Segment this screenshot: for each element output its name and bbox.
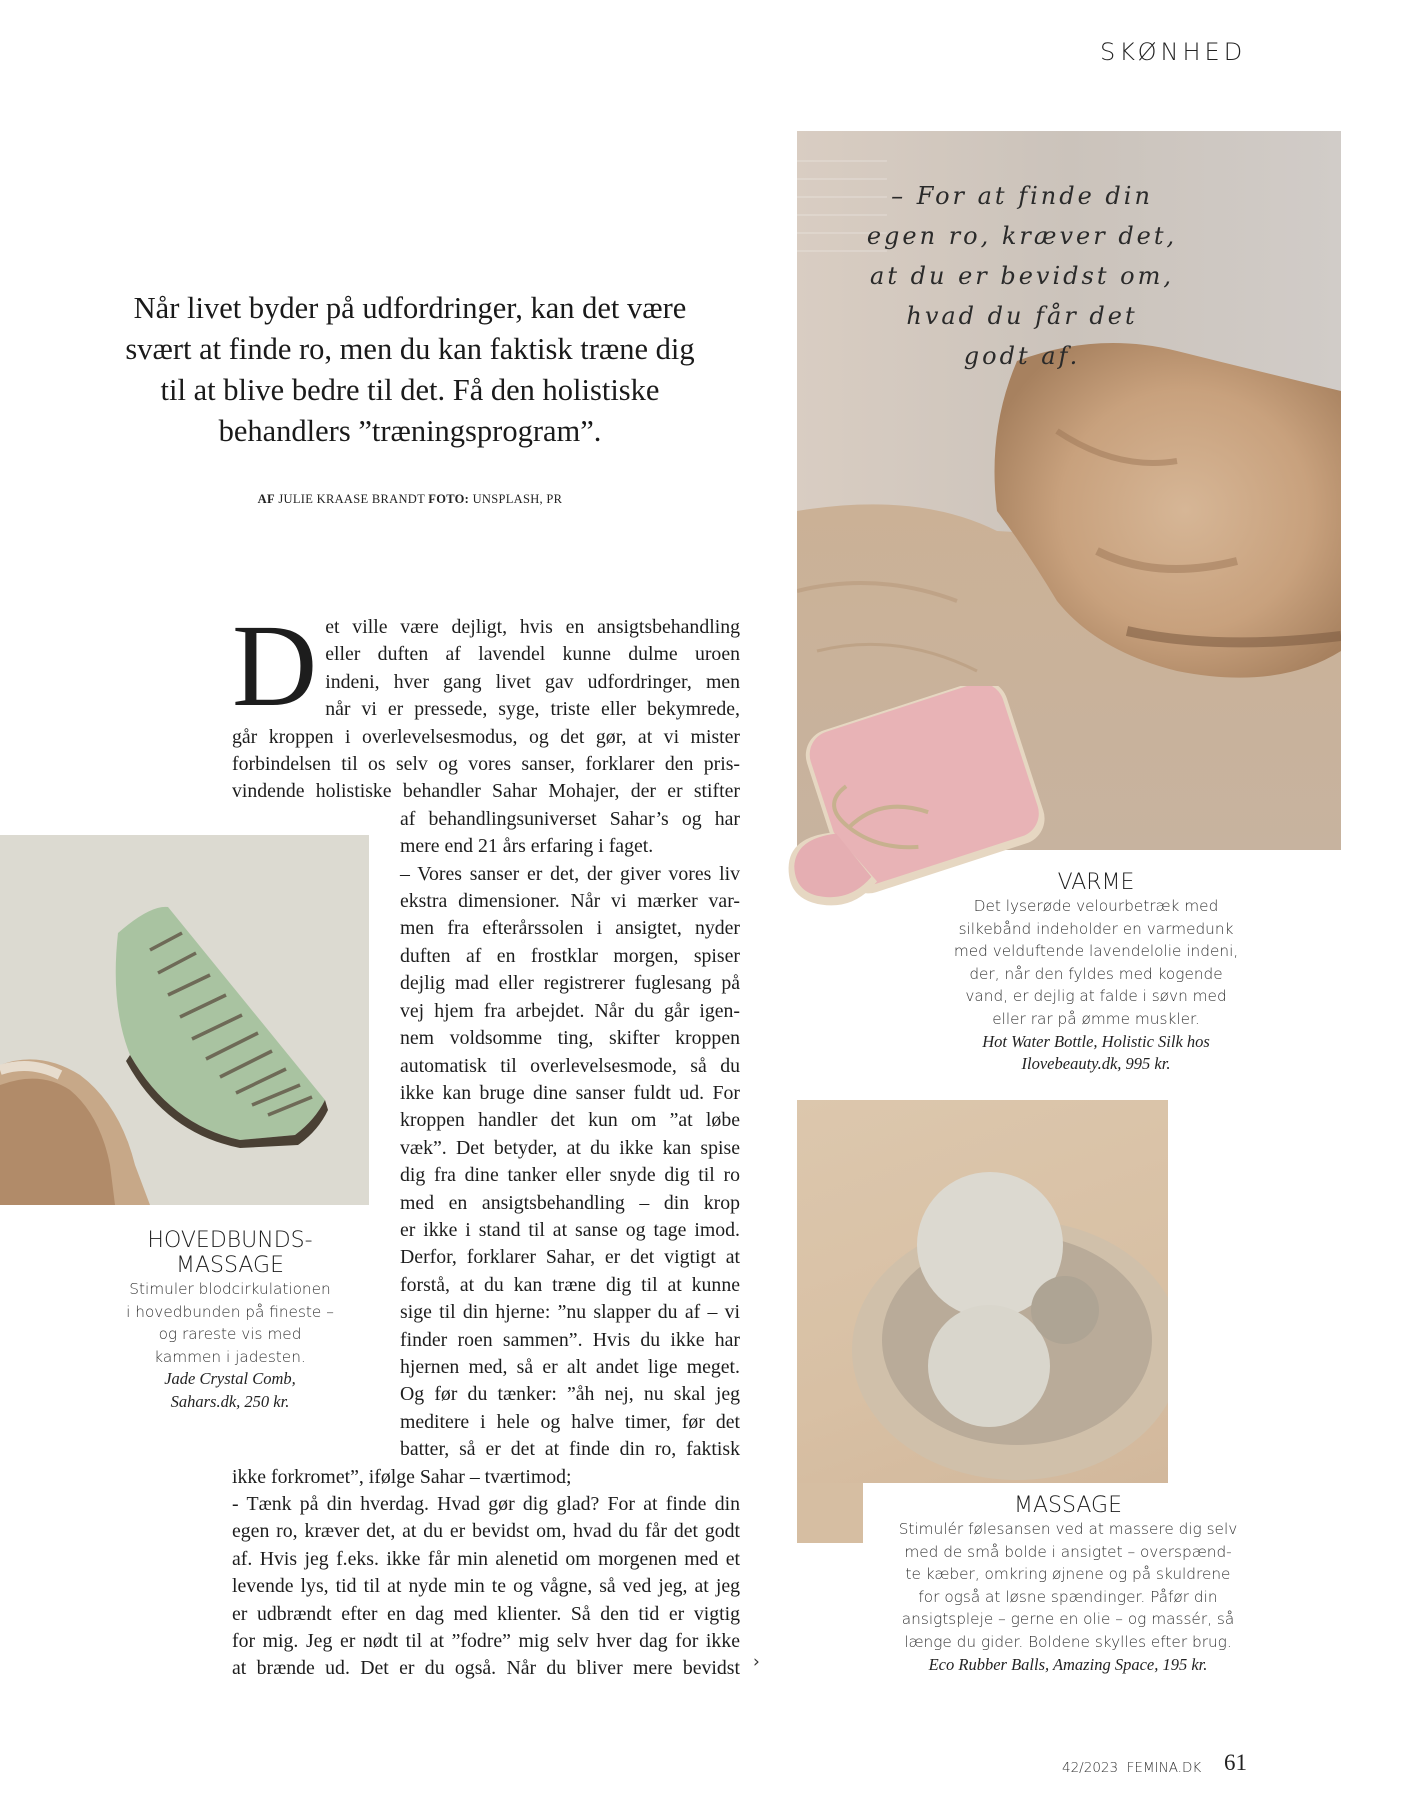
body-line: egen ro, kræver det, at du er bevidst om, hvad du får det godt — [232, 1520, 740, 1543]
body-line: er ikke i stand til at sanse og tage imod. — [400, 1218, 740, 1241]
body-line: når vi er pressede, syge, triste eller bekymrede, — [325, 698, 740, 721]
body-line: et ville være dejligt, hvis en ansigtsbehandling — [325, 616, 740, 638]
massage-balls-illustration — [797, 1100, 1168, 1483]
body-line: forbindelsen til os selv og vores sanser, forklarer den pris- — [232, 753, 740, 776]
body-line: er udbrændt efter en dag med klienter. Så den tid er vigtig — [232, 1602, 740, 1625]
caption-product: Sahars.dk, 250 kr. — [170, 1391, 290, 1411]
caption-body-line: med velduftende lavendelolie indeni, — [953, 942, 1239, 961]
caption-body-line: for også at løsne spændinger. Påfør din — [918, 1587, 1218, 1606]
caption-body-line: og rareste vis med — [158, 1325, 302, 1344]
body-line: at brænde ud. Det er du også. Når du bliver mere bevidst — [232, 1657, 740, 1680]
caption-title: MASSAGE — [176, 1253, 284, 1278]
body-line: af behandlingsuniverset Sahar’s og har — [400, 807, 740, 830]
body-line: for mig. Jeg er nødt til at ”fodre” mig selv hver dag for ikke — [232, 1630, 740, 1653]
body-line: ekstra dimensioner. Når vi mærker var- — [400, 890, 740, 913]
caption-body-line: Det lyserøde velourbetræk med — [973, 897, 1219, 915]
byline-photo-credit: UNSPLASH, PR — [472, 492, 563, 506]
body-line: dejlig mad eller registrerer fuglesang på — [400, 972, 740, 995]
caption-body-line: kammen i jadesten. — [154, 1347, 306, 1366]
section-label: SKØNHED — [1100, 38, 1247, 66]
article-body — [232, 600, 740, 1683]
caption-body-line: Stimulér følesansen ved at massere dig selv — [898, 1520, 1238, 1538]
body-line: mere end 21 års erfaring i faget. — [400, 835, 654, 858]
drop-cap: D — [232, 600, 318, 731]
caption-body-line: med de små bolde i ansigtet – overspænd- — [904, 1542, 1232, 1561]
body-line: eller duften af lavendel kunne dulme uroen — [325, 643, 740, 666]
body-line: men fra efterårssolen i ansigtet, nyder — [400, 917, 740, 940]
body-line: forstå, at du kan træne dig til at kunne — [400, 1273, 740, 1296]
pull-quote-line: at du er bevidst om, — [870, 262, 1174, 290]
continue-arrow-icon: › — [753, 1652, 760, 1672]
body-line: - Tænk på din hverdag. Hvad gør dig glad? For at finde din — [232, 1493, 740, 1515]
caption-heat — [906, 870, 1286, 1076]
body-line: levende lys, tid til at nyde min te og vågne, så ved jeg, at jeg — [232, 1575, 740, 1598]
body-line: batter, så er det at finde din ro, faktisk — [400, 1438, 740, 1461]
byline-af-label: AF — [257, 492, 275, 506]
caption-body-line: i hovedbunden på fineste – — [126, 1302, 334, 1321]
caption-body-line: længe du gider. Boldene skylles efter brug. — [904, 1632, 1232, 1651]
body-line: – Vores sanser er det, der giver vores liv — [400, 862, 740, 885]
byline-foto-label: FOTO: — [428, 492, 470, 506]
caption-massage — [868, 1493, 1268, 1676]
caption-body-line: silkebånd indeholder en varmedunk — [958, 919, 1234, 938]
pull-quote-line: hvad du får det — [906, 302, 1138, 330]
body-line: ikke forkromet”, ifølge Sahar – tværtimod; — [232, 1465, 572, 1488]
body-line: automatisk til overlevelsesmode, så du — [400, 1054, 740, 1077]
caption-product: Jade Crystal Comb, — [164, 1369, 296, 1389]
caption-title: MASSAGE — [1014, 1493, 1122, 1518]
page-number: 61 — [1224, 1750, 1247, 1775]
caption-body-line: eller rar på ømme muskler. — [992, 1009, 1200, 1028]
massage-photo-strip — [797, 1483, 863, 1543]
body-line: kroppen handler det kun om ”at løbe — [400, 1109, 740, 1132]
caption-body-line: Stimuler blodcirkulationen — [129, 1280, 331, 1298]
byline — [110, 492, 710, 507]
body-line: dig fra dine tanker eller snyde dig til ro — [400, 1164, 740, 1187]
body-line: sige til din hjerne: ”nu slapper du af – vi — [400, 1301, 740, 1324]
caption-title: HOVEDBUNDS- — [147, 1228, 313, 1253]
body-line: væk”. Det betyder, at du ikke kan spise — [400, 1136, 740, 1159]
body-line: duften af en frostklar morgen, spiser — [400, 944, 740, 967]
body-line: Og før du tænker: ”åh nej, nu skal jeg — [400, 1383, 740, 1406]
caption-scalp-massage — [100, 1228, 360, 1414]
body-line: finder roen sammen”. Hvis du ikke har — [400, 1328, 740, 1351]
caption-product: Ilovebeauty.dk, 995 kr. — [1021, 1054, 1171, 1074]
body-line: Derfor, forklarer Sahar, er det vigtigt at — [400, 1246, 740, 1269]
pull-quote-line: egen ro, kræver det, — [866, 222, 1178, 250]
caption-title: VARME — [1057, 870, 1135, 895]
body-line: indeni, hver gang livet gav udfordringer, men — [325, 670, 740, 693]
body-line: meditere i hele og halve timer, før det — [400, 1410, 740, 1433]
caption-product: Hot Water Bottle, Holistic Silk hos — [982, 1031, 1210, 1051]
body-line: vindende holistiske behandler Sahar Mohajer, der er stifter — [232, 780, 740, 803]
body-line: går kroppen i overlevelsesmodus, og det gør, at vi mister — [232, 725, 740, 748]
caption-body-line: te kæber, omkring øjnene og på skuldrene — [905, 1565, 1231, 1584]
pull-quote-line: – For at finde din — [891, 182, 1153, 210]
caption-body-line: vand, er dejlig at falde i søvn med — [965, 987, 1227, 1006]
article-intro: Når livet byder på udfordringer, kan det være svært at finde ro, men du kan faktisk træne dig til at blive bedre til det. Få den holistiske behandlers ”træningsprogram”. — [125, 291, 695, 448]
massage-balls-photo — [797, 1100, 1168, 1483]
body-line: hjernen med, så er alt andet lige meget. — [400, 1355, 740, 1378]
caption-body-line: der, når den fyldes med kogende — [969, 964, 1223, 983]
pull-quote — [832, 176, 1212, 376]
body-line: med en ansigtsbehandling – din krop — [400, 1191, 740, 1214]
pull-quote-line: godt af. — [963, 342, 1081, 370]
byline-author: JULIE KRAASE BRANDT — [278, 492, 425, 506]
body-line: vej hjem fra arbejdet. Når du går igen- — [400, 999, 740, 1022]
folio: 42/2023 FEMINA.DK — [1062, 1760, 1202, 1776]
body-line: af. Hvis jeg f.eks. ikke får min alenetid om morgenen med et — [232, 1547, 740, 1570]
caption-product: Eco Rubber Balls, Amazing Space, 195 kr. — [928, 1654, 1208, 1674]
body-line: nem voldsomme ting, skifter kroppen — [400, 1027, 740, 1050]
caption-body-line: ansigtspleje – gerne en olie – og massér, så — [901, 1610, 1235, 1629]
body-line: ikke kan bruge dine sanser fuldt ud. For — [400, 1081, 740, 1104]
